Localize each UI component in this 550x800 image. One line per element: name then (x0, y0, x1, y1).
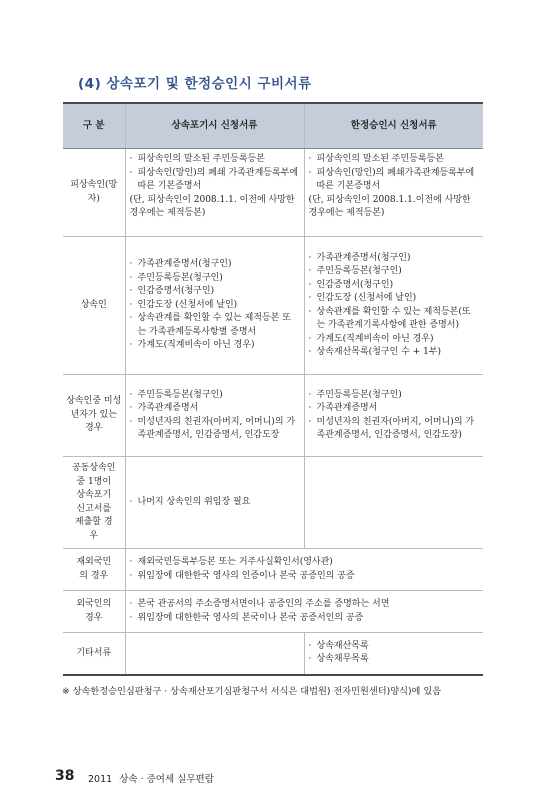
list-item: · 인감도장 (신청서에 날인) (130, 299, 300, 313)
list-item: · 상속관계를 확인할 수 있는 제적등본 또는 가족관계등록사항별 증명서 (130, 312, 300, 339)
list-item: · 인감도장 (신청서에 날인) (309, 292, 480, 306)
list-item: · 상속재산목록 (309, 640, 480, 654)
table-row (63, 149, 483, 237)
list-item: · 피상속인의 말소된 주민등록등본 (130, 153, 300, 167)
list-item: · 상속관계를 확인할 수 있는 제적등본(또는 가족관계기록사항에 관한 증명서) (309, 306, 480, 333)
table-header-row (63, 103, 483, 149)
list-item: · 가족관계증명서 (130, 402, 300, 416)
list-item: · 피상속인(망인)의 폐쇄 가족관계등록부에 따른 기본증명서 (130, 167, 300, 194)
list-item: · 미성년자의 친권자(아버지, 어머니)의 가족관계증명서, 인감증명서, 인감도장 (130, 416, 300, 443)
footnote: ※ 상속한정승인심판청구 · 상속재산포기심판청구서 서식은 대법원) 전자민원센터)양식)에 있음 (62, 686, 442, 697)
wide-cell (125, 591, 483, 633)
limited-cell (304, 237, 483, 375)
list-item: · 주민등록등본(청구인) (130, 389, 300, 403)
row-category: 피상속인(망자) (63, 149, 125, 237)
list-item: · 인감증명서(청구인) (309, 279, 480, 293)
header-renunciation: 상속포기시 신청서류 (125, 103, 304, 149)
list-item: · 본국 관공서의 주소증명서면이나 공증인의 주소를 증명하는 서면 (130, 598, 480, 612)
section-title: (4) 상속포기 및 한정승인시 구비서류 (78, 76, 312, 92)
list-item: · 미성년자의 친권자(아버지, 어머니)의 가족관계증명서, 인감증명서, 인감도장) (309, 416, 480, 443)
list-item: · (단, 피상속인이 2008.1.1.이전에 사망한 경우에는 제적등본) (309, 194, 480, 221)
renunciation-cell (125, 149, 304, 237)
header-category: 구 분 (63, 103, 125, 149)
row-category: 공동상속인 중 1명이 상속포기 신고서를 제출할 경우 (63, 457, 125, 549)
list-item: · 가족관계증명서(청구인) (130, 258, 300, 272)
table-row (63, 457, 483, 549)
limited-cell (304, 149, 483, 237)
table-row (63, 633, 483, 675)
list-item: · 나머지 상속인의 위임장 필요 (130, 496, 300, 510)
table-row (63, 591, 483, 633)
list-item: · 가족관계증명서 (309, 402, 480, 416)
limited-cell (304, 633, 483, 675)
row-category: 상속인 (63, 237, 125, 375)
page-number: 38 (55, 768, 75, 784)
renunciation-cell (125, 375, 304, 457)
wide-cell (125, 549, 483, 591)
list-item: · 주민등록등본(청구인) (309, 389, 480, 403)
list-item: · 주민등록등본(청구인) (309, 265, 480, 279)
row-category: 상속인중 미성년자가 있는 경우 (63, 375, 125, 457)
list-item: · 가계도(직계비속이 아닌 경우) (130, 339, 300, 353)
list-item: · 가족관계증명서(청구인) (309, 252, 480, 266)
footer-year: 2011 (88, 774, 113, 785)
list-item: · 위임장에 대한한국 영사의 본국이나 본국 공증서인의 공증 (130, 612, 480, 626)
footer-book-title: 상속 · 증여세 실무편람 (119, 774, 214, 785)
list-item: · 주민등록등본(청구인) (130, 272, 300, 286)
list-item: · (단, 피상속인이 2008.1.1. 이전에 사망한 경우에는 제적등본) (130, 194, 300, 221)
renunciation-cell (125, 457, 304, 549)
header-limited-approval: 한정승인시 신청서류 (304, 103, 483, 149)
list-item: · 상속채무목록 (309, 653, 480, 667)
list-item: · 인감증명서(청구인) (130, 285, 300, 299)
required-documents-table (63, 102, 483, 676)
list-item: · 재외국민등록부등본 또는 거주사실확인서(영사관) (130, 556, 480, 570)
limited-cell (304, 457, 483, 549)
row-category: 외국인의 경우 (63, 591, 125, 633)
list-item: · 상속재산목록(청구인 수 + 1부) (309, 346, 480, 360)
list-item: · 피상속인(망인)의 폐쇄가족관계등록부에 따른 기본증명서 (309, 167, 480, 194)
row-category: 재외국민의 경우 (63, 549, 125, 591)
limited-cell (304, 375, 483, 457)
row-category: 기타서류 (63, 633, 125, 675)
table-row (63, 549, 483, 591)
list-item: · 위임장에 대한한국 영사의 인증이나 본국 공증인의 공증 (130, 570, 480, 584)
table-row (63, 237, 483, 375)
running-footer (88, 771, 218, 785)
renunciation-cell (125, 237, 304, 375)
list-item: · 가계도(직계비속이 아닌 경우) (309, 333, 480, 347)
list-item: · 피상속인의 말소된 주민등록등본 (309, 153, 480, 167)
table-row (63, 375, 483, 457)
renunciation-cell (125, 633, 304, 675)
